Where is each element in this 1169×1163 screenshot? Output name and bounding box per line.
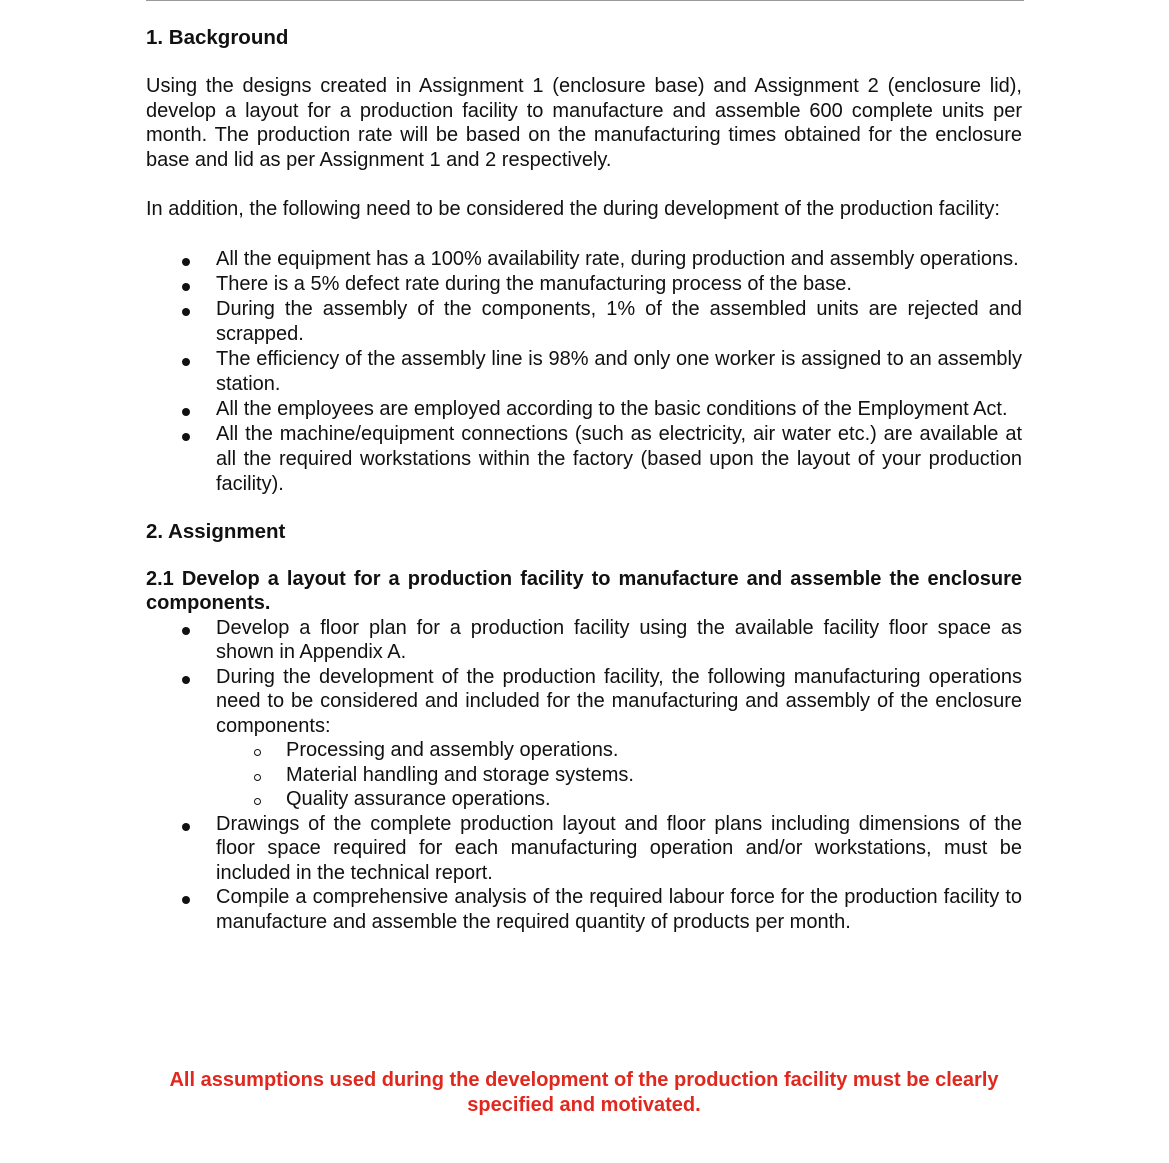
background-heading: 1. Background bbox=[146, 26, 289, 49]
bullet-icon bbox=[182, 258, 190, 266]
list-item-text: There is a 5% defect rate during the manufacturing process of the base. bbox=[216, 272, 852, 295]
list-item bbox=[146, 422, 1022, 497]
background-paragraph-1: Using the designs created in Assignment 1 (enclosure base) and Assignment 2 (enclosure lid), develop a layout for a production facility to manufacture and assemble 600 complete units per month. The production rate will be based on the manufacturing times obtained for the enclosure base and lid as per Assignment 1 and 2 respectively. bbox=[146, 75, 1022, 171]
list-item bbox=[146, 247, 1022, 272]
list-item bbox=[146, 812, 1022, 886]
list-item bbox=[146, 885, 1022, 934]
bullet-icon bbox=[182, 627, 190, 635]
bullet-icon bbox=[182, 408, 190, 416]
list-item bbox=[146, 347, 1022, 397]
document-page bbox=[146, 25, 1022, 934]
sub-list-item-text: Processing and assembly operations. bbox=[286, 739, 619, 761]
list-item bbox=[146, 297, 1022, 347]
list-item-text: All the equipment has a 100% availability rate, during production and assembly operations. bbox=[216, 247, 1019, 270]
sub-bullet-list bbox=[146, 738, 1022, 812]
sub-list-item bbox=[146, 787, 1022, 812]
page-top-border bbox=[146, 0, 1024, 1]
bullet-icon bbox=[182, 676, 190, 684]
list-item-text: All the machine/equipment connections (such as electricity, air water etc.) are available at all the required workstations within the factory (based upon the layout of your production facility). bbox=[216, 422, 1022, 495]
hollow-bullet-icon bbox=[254, 774, 261, 781]
bullet-icon bbox=[182, 358, 190, 366]
bullet-icon bbox=[182, 433, 190, 441]
bullet-icon bbox=[182, 308, 190, 316]
list-item-text: All the employees are employed according to the basic conditions of the Employment Act. bbox=[216, 397, 1008, 420]
sub-list-item-text: Quality assurance operations. bbox=[286, 788, 551, 810]
assumptions-notice: All assumptions used during the development of the production facility must be clearly specified and motivated. bbox=[169, 1069, 999, 1116]
list-item bbox=[146, 616, 1022, 665]
hollow-bullet-icon bbox=[254, 749, 261, 756]
bullet-icon bbox=[182, 283, 190, 291]
bullet-icon bbox=[182, 896, 190, 904]
sub-list-item bbox=[146, 763, 1022, 788]
assignment-heading: 2. Assignment bbox=[146, 519, 286, 543]
list-item-text: Drawings of the complete production layout and floor plans including dimensions of the floor space required for each manufacturing operation and/or workstations, must be included in the technical report. bbox=[216, 812, 1022, 884]
background-bullet-list bbox=[146, 247, 1022, 497]
list-item bbox=[146, 272, 1022, 297]
background-paragraph-2: In addition, the following need to be considered the during development of the production facility: bbox=[146, 198, 1000, 220]
hollow-bullet-icon bbox=[254, 798, 261, 805]
assignment-subheading: 2.1 Develop a layout for a production facility to manufacture and assemble the enclosure components. bbox=[146, 567, 1022, 614]
bullet-icon bbox=[182, 823, 190, 831]
list-item-text: Develop a floor plan for a production facility using the available facility floor space as shown in Appendix A. bbox=[216, 616, 1022, 663]
list-item-text: During the development of the production facility, the following manufacturing operations need to be considered and included for the manufacturing and assembly of the enclosure components: bbox=[216, 665, 1022, 737]
list-item bbox=[146, 397, 1022, 422]
sub-list-item-text: Material handling and storage systems. bbox=[286, 763, 634, 786]
list-item-text: During the assembly of the components, 1% of the assembled units are rejected and scrapped. bbox=[216, 297, 1022, 345]
list-item-text: Compile a comprehensive analysis of the required labour force for the production facility to manufacture and assemble the required quantity of products per month. bbox=[216, 886, 1022, 933]
assignment-bullet-list bbox=[146, 616, 1022, 935]
list-item bbox=[146, 665, 1022, 812]
list-item-text: The efficiency of the assembly line is 98% and only one worker is assigned to an assembly station. bbox=[216, 347, 1022, 395]
sub-list-item bbox=[146, 738, 1022, 763]
